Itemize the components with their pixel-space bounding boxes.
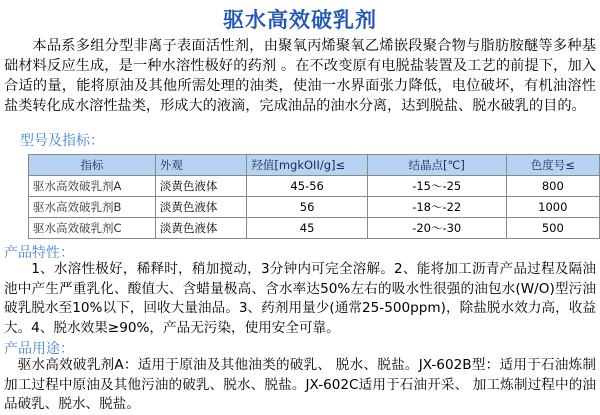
table-cell: 驱水高效破乳剂B	[29, 197, 156, 218]
spec-heading: 型号及指标：	[20, 133, 104, 149]
table-cell: 45-56	[247, 176, 368, 197]
table-header-cell: 色度号≤	[506, 155, 599, 176]
table-cell: 45	[247, 218, 368, 239]
features-heading: 产品特性：	[4, 245, 74, 261]
table-cell: 淡黄色液体	[155, 218, 246, 239]
table-cell: 500	[506, 218, 599, 239]
table-header-cell: 指标	[29, 155, 156, 176]
spec-table-wrapper	[28, 154, 600, 239]
table-header-cell: 羟值[mgkOII/g]≤	[247, 155, 368, 176]
table-cell: 1000	[506, 197, 599, 218]
table-cell: 淡黄色液体	[155, 197, 246, 218]
table-header-cell: 结晶点[℃]	[367, 155, 506, 176]
intro-paragraph: 本品系多组分型非离子表面活性剂，由聚氧丙烯聚氧乙烯嵌段聚合物与脂肪胺醚等多种基础材料反应生成，是一种水溶性极好的药剂 。在不改变原有电脱盐装置及工艺的前提下，加入合适的量，能将原油及其他所需处理的油类，使油一水界面张力降低，电位破坏，有机油溶性盐类转化成水溶性盐类，形成大的液滴，完成油品的油水分离，达到脱盐、脱水破乳的目的。	[4, 38, 596, 114]
usage-heading: 产品用途：	[4, 341, 74, 357]
table-cell: -20～-30	[367, 218, 506, 239]
features-paragraph: 1、水溶性极好，稀释时，稍加搅动，3分钟内可完全溶解。2、能将加工沥青产品过程及隔油池中产生严重乳化、酸值大、含蜡量极高、含水率达50%左右的吸水性很强的油包水(W/O)型污油破乳脱水至10%以下，回收大量油品。3、药剂用量少(通常25-500ppm)，除盐脱水效力高，收益大。4、脱水效果≥90%，产品无污染，使用安全可靠。	[4, 261, 596, 336]
table-cell: -18～-22	[367, 197, 506, 218]
table-cell: 淡黄色液体	[155, 176, 246, 197]
table-cell: 800	[506, 176, 599, 197]
spec-table	[28, 154, 600, 239]
table-cell: 56	[247, 197, 368, 218]
table-cell: 驱水高效破乳剂A	[29, 176, 156, 197]
table-header-cell: 外观	[155, 155, 246, 176]
table-cell: 驱水高效破乳剂C	[29, 218, 156, 239]
usage-paragraph: 驱水高效破乳剂A：适用于原油及其他油类的破乳、 脱水、脱盐。JX-602B型：适用于石油炼制加工过程中原油及其他污油的破乳、脱水、脱盐。JX-602C适用于石油开采、 加工炼制过程中的油品破乳、脱水、脱盐。	[4, 357, 596, 413]
page-title: 驱水高效破乳剂	[223, 8, 377, 32]
table-header-row	[29, 155, 600, 176]
table-row	[29, 176, 600, 197]
table-row	[29, 218, 600, 239]
table-row	[29, 197, 600, 218]
table-cell: -15～-25	[367, 176, 506, 197]
